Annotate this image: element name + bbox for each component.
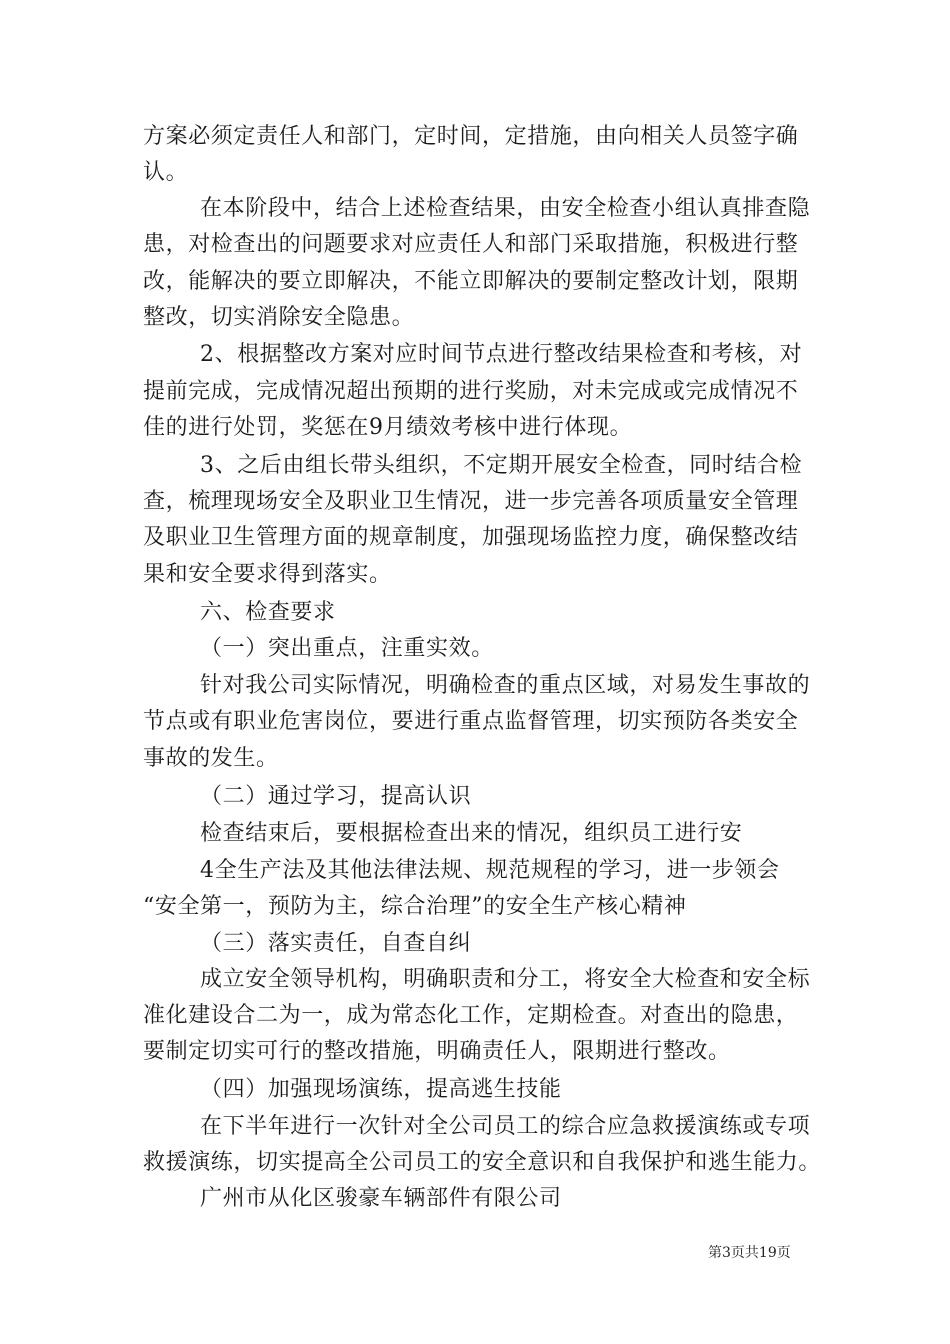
text-line: 在本阶段中，结合上述检查结果，由安全检查小组认真排查隐: [200, 196, 811, 221]
subsection-heading: （二）通过学习，提高认识: [200, 784, 472, 809]
text-line: 提前完成，完成情况超出预期的进行奖励，对未完成或完成情况不: [143, 379, 799, 404]
text-line: 果和安全要求得到落实。: [143, 562, 392, 587]
text-line: 救援演练，切实提高全公司员工的安全意识和自我保护和逃生能力。: [143, 1150, 822, 1175]
text-line: 成立安全领导机构，明确职责和分工，将安全大检查和安全标: [200, 967, 811, 992]
text-line: 改，能解决的要立即解决，不能立即解决的要制定整改计划，限期: [143, 269, 799, 294]
text-line: 节点或有职业危害岗位，要进行重点监督管理，切实预防各类安全: [143, 709, 799, 734]
text-line: 针对我公司实际情况，明确检查的重点区域，对易发生事故的: [200, 673, 811, 698]
text-line: 2、根据整改方案对应时间节点进行整改结果检查和考核，对: [200, 342, 803, 367]
text-line: 查，梳理现场安全及职业卫生情况，进一步完善各项质量安全管理: [143, 489, 799, 514]
text-line: 3、之后由组长带头组织，不定期开展安全检查，同时结合检: [200, 453, 803, 478]
subsection-heading: （一）突出重点，注重实效。: [200, 636, 494, 661]
subsection-heading: （四）加强现场演练，提高逃生技能: [200, 1077, 562, 1102]
text-line: “安全第一，预防为主，综合治理”的安全生产核心精神: [143, 894, 687, 919]
text-line: 及职业卫生管理方面的规章制度，加强现场监控力度，确保整改结: [143, 525, 799, 550]
text-line: 患，对检查出的问题要求对应责任人和部门采取措施，积极进行整: [143, 232, 799, 257]
text-line: 事故的发生。: [143, 746, 279, 771]
text-line: 在下半年进行一次针对全公司员工的综合应急救援演练或专项: [200, 1114, 811, 1139]
text-line: 准化建设合二为一，成为常态化工作，定期检查。对查出的隐患，: [143, 1003, 799, 1028]
company-name: 广州市从化区骏豪车辆部件有限公司: [200, 1186, 562, 1211]
text-line: 佳的进行处罚，奖惩在9月绩效考核中进行体现。: [143, 415, 633, 440]
page-number: 第3页共19页: [708, 1245, 791, 1261]
text-line: 方案必须定责任人和部门，定时间，定措施，由向相关人员签字确: [143, 124, 799, 149]
subsection-heading: （三）落实责任，自查自纠: [200, 931, 472, 956]
text-line: 4全生产法及其他法律法规、规范规程的学习，进一步领会: [200, 858, 780, 883]
section-heading: 六、检查要求: [200, 600, 336, 625]
text-line: 检查结束后，要根据检查出来的情况，组织员工进行安: [200, 821, 743, 846]
text-line: 整改，切实消除安全隐患。: [143, 305, 415, 330]
text-line: 要制定切实可行的整改措施，明确责任人，限期进行整改。: [143, 1039, 731, 1064]
text-line: 认。: [143, 160, 189, 185]
